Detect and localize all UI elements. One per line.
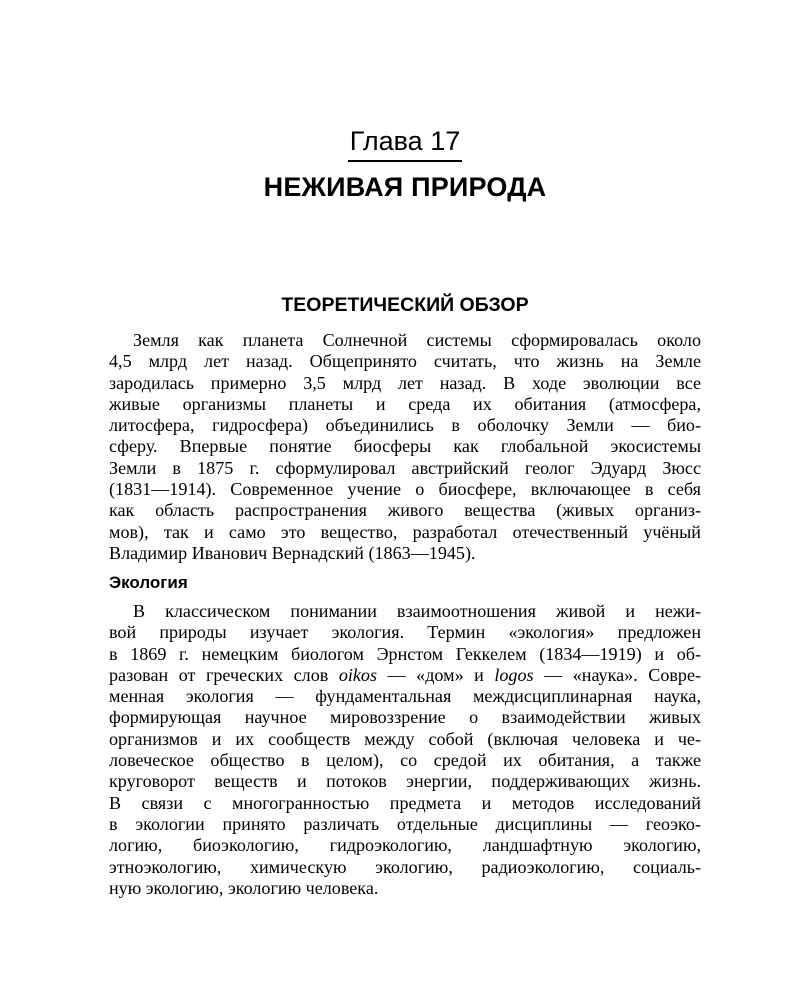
paragraph-line: круговорот веществ и потоков энергии, поддерживающих жизнь. xyxy=(109,771,701,792)
greek-term-oikos: oikos xyxy=(338,664,378,685)
chapter-number: Глава 17 xyxy=(348,124,462,162)
paragraph-line: зародилась примерно 3,5 млрд лет назад. В ходе эволюции все xyxy=(109,372,701,393)
paragraph-line: вой природы изучает экология. Термин «экология» предложен xyxy=(109,622,701,643)
paragraph-line: В связи с многогранностью предмета и методов исследований xyxy=(109,792,701,813)
section-heading: ТЕОРЕТИЧЕСКИЙ ОБЗОР xyxy=(281,294,529,316)
chapter-label xyxy=(109,124,701,162)
paragraph-line: 4,5 млрд лет назад. Общепринято считать, что жизнь на Земле xyxy=(109,351,701,372)
paragraph-line: этноэкологию, химическую экологию, радиоэкологию, социаль- xyxy=(109,856,701,877)
paragraph-line: литосфера, гидросфера) объединились в оболочку Земли — био- xyxy=(109,415,701,436)
paragraph-line-with-terms xyxy=(109,665,701,686)
paragraph-line: ную экологию, экологию человека. xyxy=(109,877,379,898)
paragraph-line: В классическом понимании взаимоотношения живой и нежи- xyxy=(133,601,701,621)
paragraph-line: менная экология — фундаментальная междисциплинарная наука, xyxy=(109,686,701,707)
paragraph-line: мов), так и само это вещество, разработал отечественный учёный xyxy=(109,521,701,542)
paragraph-line: живые организмы планеты и среда их обитания (атмосфера, xyxy=(109,393,701,414)
chapter-title: НЕЖИВАЯ ПРИРОДА xyxy=(263,172,547,202)
paragraph-line: в 1869 г. немецким биологом Эрнстом Геккелем (1834—1919) и об- xyxy=(109,643,701,664)
paragraph-line: формирующая научное мировоззрение о взаимодействии живых xyxy=(109,707,701,728)
paragraph-line: Земли в 1875 г. сформулировал австрийский геолог Эдуард Зюсс xyxy=(109,457,701,478)
paragraph-line: (1831—1914). Современное учение о биосфере, включающее в себя xyxy=(109,479,701,500)
line-text: разован от греческих слов xyxy=(109,664,339,685)
paragraph-line: организмов и их сообществ между собой (включая человека и че- xyxy=(109,728,701,749)
paragraph-ecology xyxy=(109,601,701,899)
line-text: — «дом» и xyxy=(377,664,495,685)
paragraph-biosphere xyxy=(109,330,701,564)
paragraph-line: как область распространения живого вещества (живых организ- xyxy=(109,500,701,521)
paragraph-line: Владимир Иванович Вернадский (1863—1945). xyxy=(109,542,476,563)
line-text: — «наука». Совре- xyxy=(533,664,702,685)
paragraph-line: логию, биоэкологию, гидроэкологию, ландшафтную экологию, xyxy=(109,835,701,856)
subsection-heading: Экология xyxy=(109,573,188,592)
greek-term-logos: logos xyxy=(494,664,534,685)
paragraph-line: ловеческое общество в целом), со средой их обитания, а также xyxy=(109,750,701,771)
book-page xyxy=(109,0,701,1000)
paragraph-line: Земля как планета Солнечной системы сформировалась около xyxy=(133,330,701,350)
paragraph-line: в экологии принято различать отдельные дисциплины — геоэко- xyxy=(109,813,701,834)
paragraph-line: сферу. Впервые понятие биосферы как глобальной экосистемы xyxy=(109,436,701,457)
